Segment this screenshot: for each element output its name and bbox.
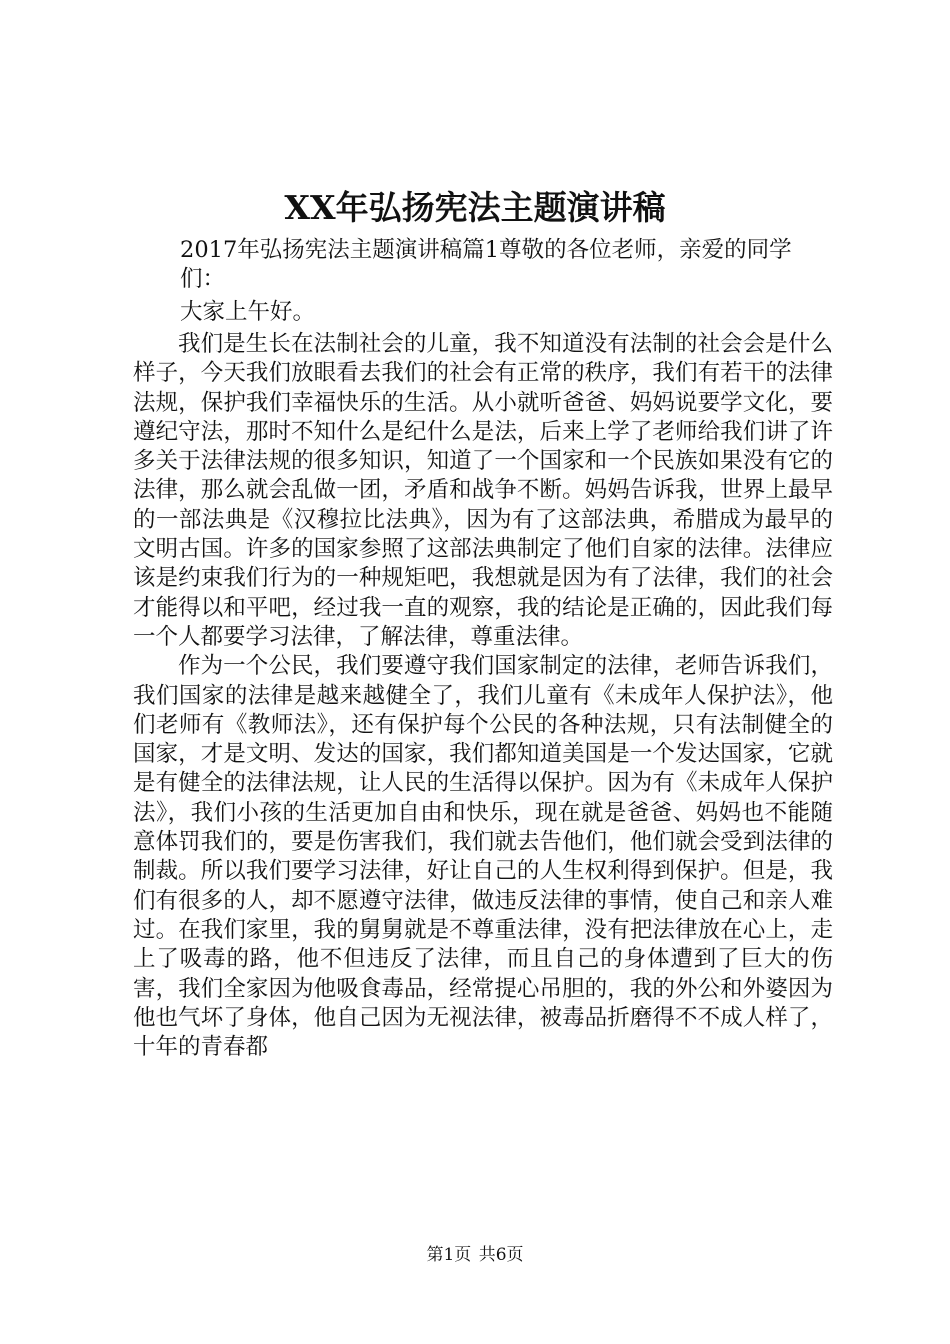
lead-paragraph: 2017年弘扬宪法主题演讲稿篇1尊敬的各位老师，亲爱的同学们： (180, 237, 792, 292)
page-total: 共6页 (478, 1245, 524, 1265)
page-footer (0, 1244, 950, 1266)
page-number: 第1页 (426, 1245, 472, 1265)
greeting-line: 大家上午好。 (180, 299, 316, 325)
paragraph-2: 作为一个公民，我们要遵守我们国家制定的法律，老师告诉我们，我们国家的法律是越来越健全了，我们儿童有《未成年人保护法》，他们老师有《教师法》，还有保护每个公民的各种法规，只有法制健全的国家，才是文明、发达的国家，我们都知道美国是一个发达国家，它就是有健全的法律法规，让人民的生活得以保护。因为有《未成年人保护法》，我们小孩的生活更加自由和快乐，现在就是爸爸、妈妈也不能随意体罚我们的，要是伤害我们，我们就去告他们，他们就会受到法律的制裁。所以我们要学习法律，好让自己的人生权利得到保护。但是，我们有很多的人，却不愿遵守法律，做违反法律的事情，使自己和亲人难过。在我们家里，我的舅舅就是不尊重法律，没有把法律放在心上，走上了吸毒的路，他不但违反了法律，而且自己的身体遭到了巨大的伤害，我们全家因为他吸食毒品，经常提心吊胆的，我的外公和外婆因为他也气坏了身体，他自己因为无视法律，被毒品折磨得不不成人样了，十年的青春都 (133, 653, 833, 1061)
body-text (133, 330, 833, 1062)
paragraph-1: 我们是生长在法制社会的儿童，我不知道没有法制的社会会是什么样子，今天我们放眼看去我们的社会有正常的秩序，我们有若干的法律法规，保护我们幸福快乐的生活。从小就听爸爸、妈妈说要学文化，要遵纪守法，那时不知什么是纪什么是法，后来上学了老师给我们讲了许多关于法律法规的很多知识，知道了一个国家和一个民族如果没有它的法律，那么就会乱做一团，矛盾和战争不断。妈妈告诉我，世界上最早的一部法典是《汉穆拉比法典》，因为有了这部法典，希腊成为最早的文明古国。许多的国家参照了这部法典制定了他们自家的法律。法律应该是约束我们行为的一种规矩吧，我想就是因为有了法律，我们的社会才能得以和平吧，经过我一直的观察，我的结论是正确的，因此我们每一个人都要学习法律，了解法律，尊重法律。 (133, 331, 833, 650)
document-title: XX年弘扬宪法主题演讲稿 (284, 188, 666, 227)
